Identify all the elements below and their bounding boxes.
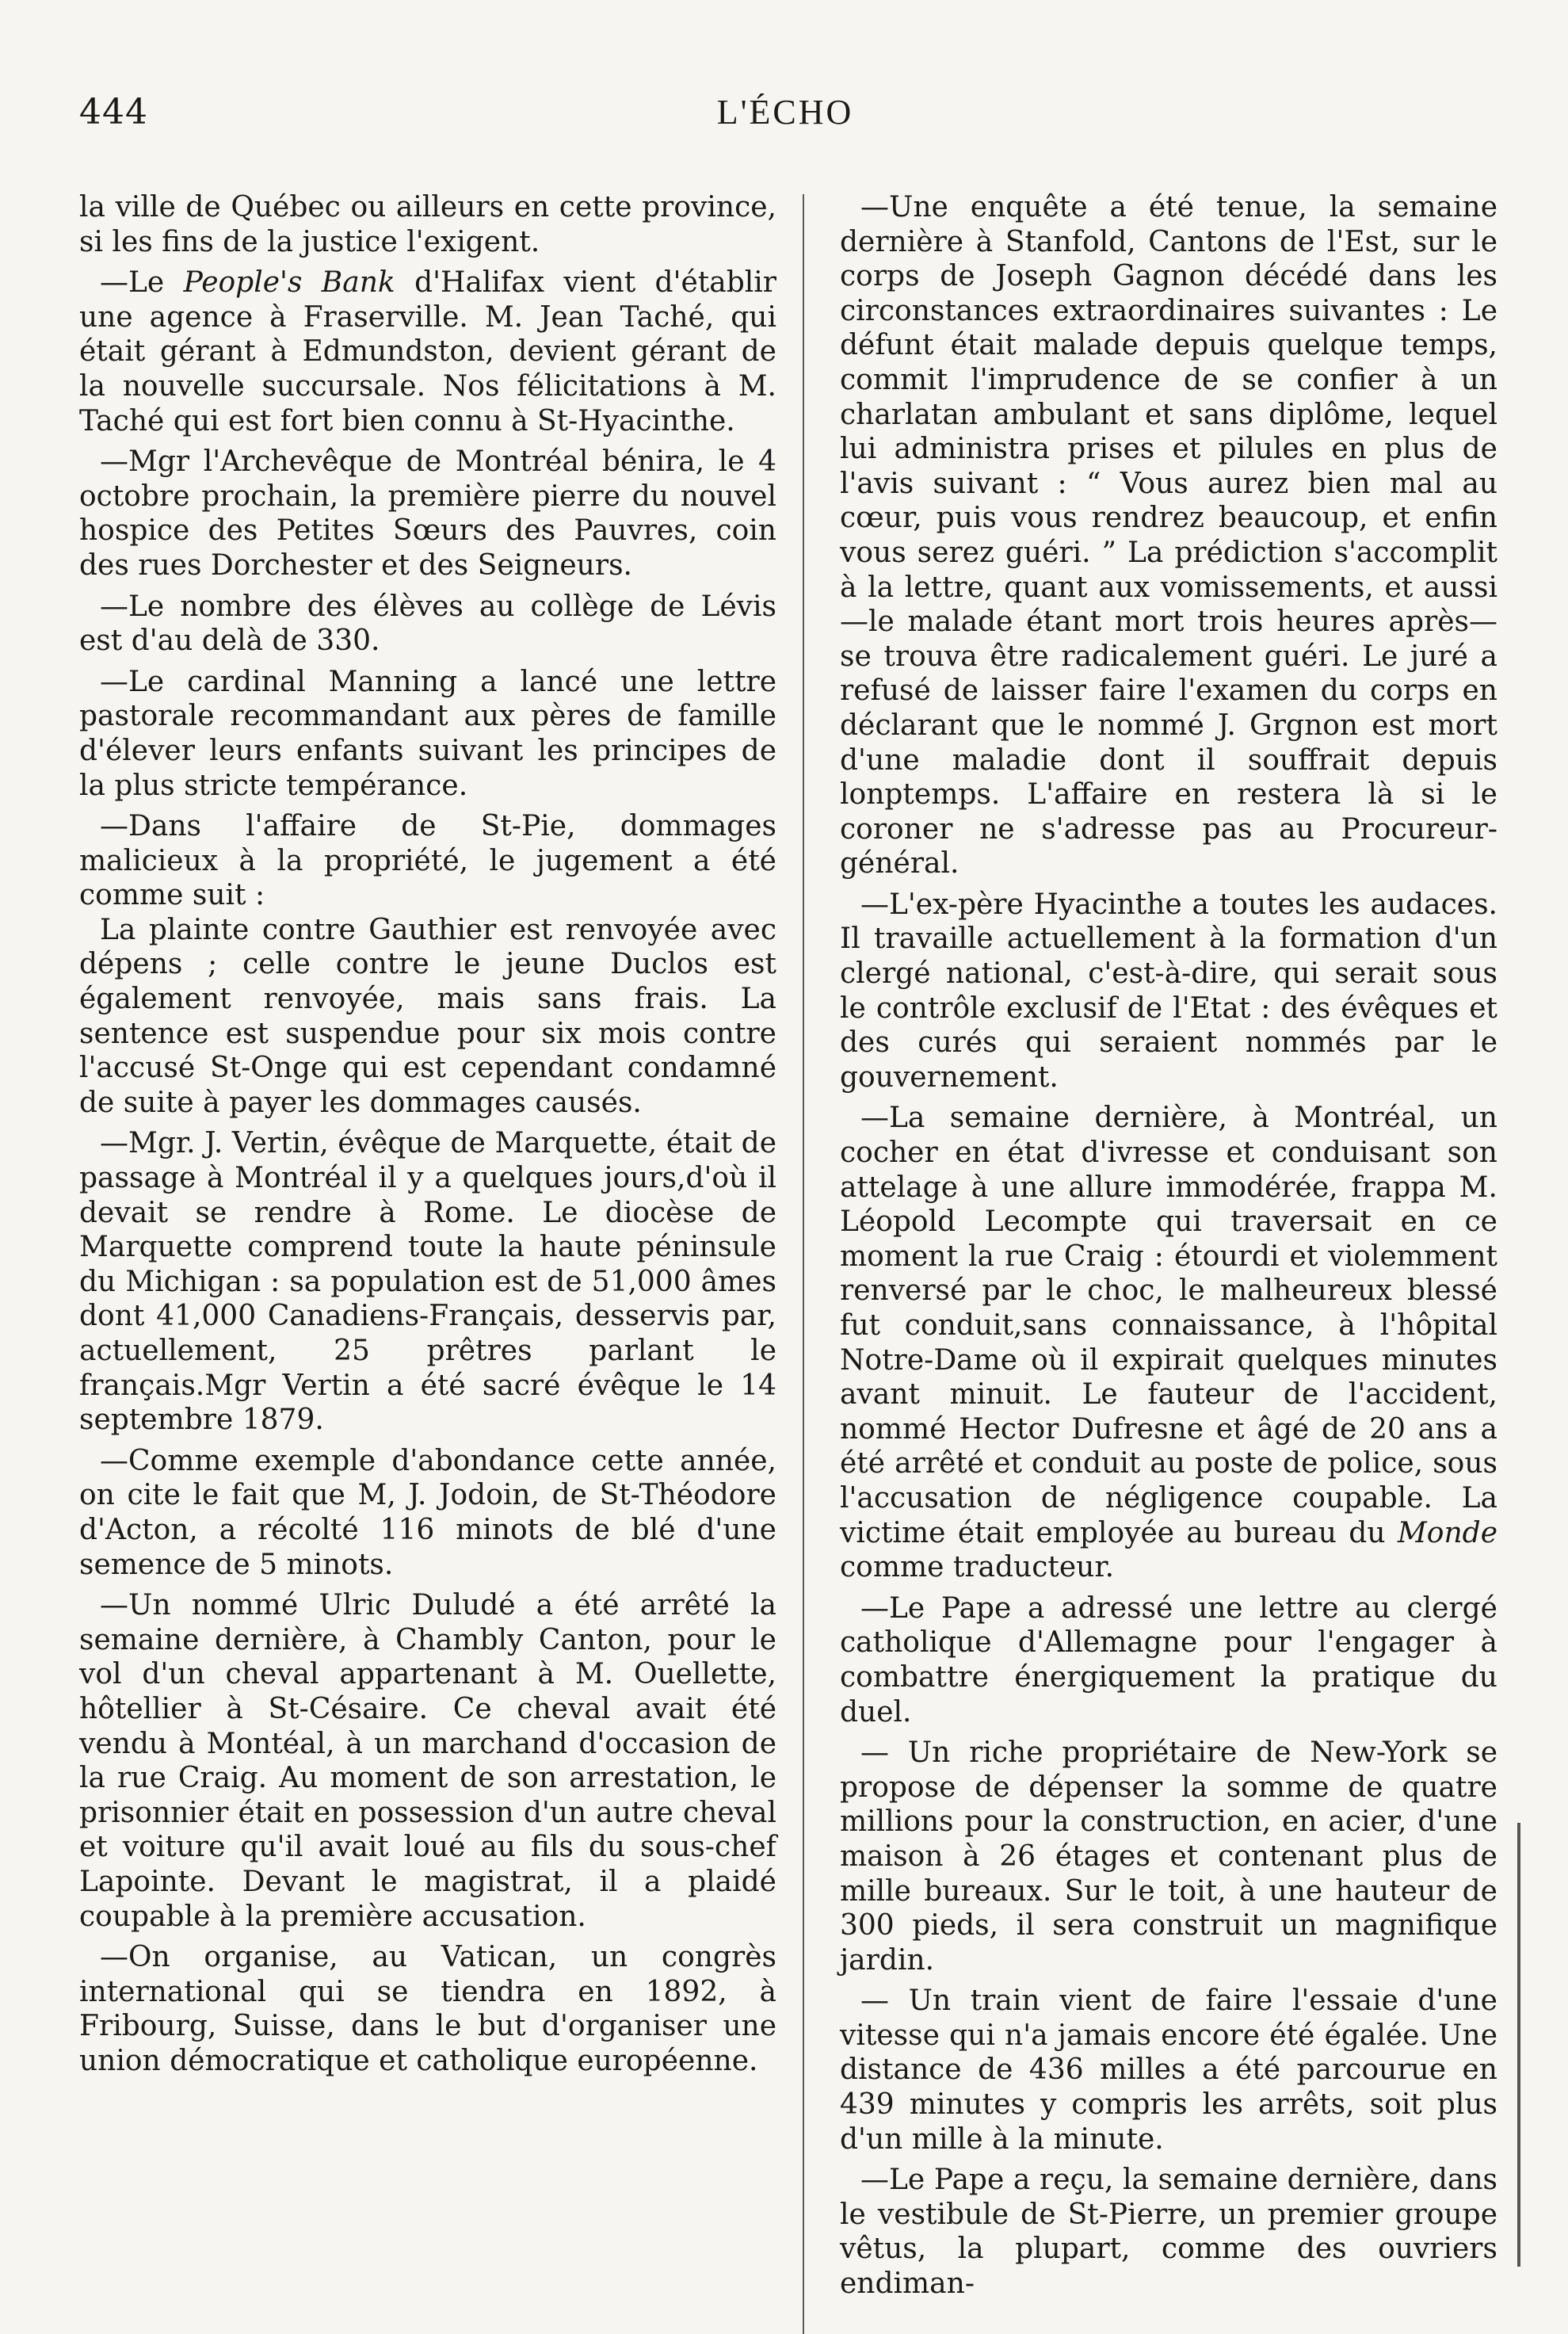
- article-paragraph: la ville de Québec ou ailleurs en cette province, si les fins de la justice l'exigent.: [79, 191, 776, 258]
- article-paragraph: —Le cardinal Manning a lancé une lettre pastorale recommandant aux pères de famille d'élever leurs enfants suivant les principes de la plus stricte tempérance.: [79, 665, 776, 802]
- paragraph-text: d'Halifax vient d'établir une agence à Fraserville. M. Jean Taché, qui était gérant à Edmundston, devient gérant de la nouvelle succursale. Nos félicitations à M. Taché qui est fort bien connu à St-Hyacinthe.: [79, 266, 776, 437]
- article-paragraph: —L'ex-père Hyacinthe a toutes les audaces. Il travaille actuellement à la formation d'un clergé national, c'est-à-dire, qui serait sous le contrôle exclusif de l'Etat : des évêques et des curés qui seraient nommés par le gouvernement.: [840, 888, 1497, 1094]
- page-header: [76, 89, 1494, 144]
- article-paragraph: La plainte contre Gauthier est renvoyée avec dépens ; celle contre le jeune Duclos est également renvoyée, mais sans frais. La sentence est suspendue pour six mois contre l'accusé St-Onge qui est cependant condamné de suite à payer les dommages causés.: [79, 913, 776, 1119]
- article-paragraph: — Un train vient de faire l'essaie d'une vitesse qui n'a jamais encore été égalée. Une distance de 436 milles a été parcourue en 439 minutes y compris les arrêts, soit plus d'un mille à la minute.: [840, 1984, 1497, 2156]
- article-paragraph: [79, 265, 776, 438]
- article-paragraph: —Le Pape a adressé une lettre au clergé catholique d'Allemagne pour l'engager à combattre énergiquement la pratique du duel.: [840, 1591, 1497, 1729]
- paragraph-text: comme traducteur.: [840, 1551, 1115, 1584]
- paragraph-text: —Le: [100, 266, 184, 300]
- article-paragraph: —Une enquête a été tenue, la semaine dernière à Stanfold, Cantons de l'Est, sur le corps de Joseph Gagnon décédé dans les circonstances extraordinaires suivantes : Le défunt était malade depuis quelque temps, commit l'imprudence de se confier à un charlatan ambulant et sans diplôme, lequel lui administra prises et pilules en plus de l'avis suivant : “ Vous aurez bien mal au cœur, puis vous rendrez beaucoup, et enfin vous serez guéri. ” La prédiction s'accomplit à la lettre, quant aux vomissements, et aussi—le malade étant mort trois heures après—se trouva être radicalement guéri. Le juré a refusé de laisser faire l'examen du corps en déclarant que le nommé J. Grgnon est mort d'une maladie dont il souffrait depuis lonptemps. L'affaire en restera là si le coroner ne s'adresse pas au Procureur-général.: [840, 191, 1497, 881]
- article-paragraph: —Le Pape a reçu, la semaine dernière, dans le vestibule de St-Pierre, un premier groupe vêtus, la plupart, comme des ouvriers endiman-: [840, 2164, 1497, 2301]
- article-paragraph: — Un riche propriétaire de New-York se propose de dépenser la somme de quatre millions pour la construction, en acier, d'une maison à 26 étages et contenant plus de mille bureaux. Sur le toit, à une hauteur de 300 pieds, il sera construit un magnifique jardin.: [840, 1736, 1497, 1977]
- article-paragraph: [840, 1101, 1497, 1584]
- article-paragraph: —Comme exemple d'abondance cette année, on cite le fait que M, J. Jodoin, de St-Théodore d'Acton, a récolté 116 minots de blé d'une semence de 5 minots.: [79, 1444, 776, 1581]
- article-paragraph: —Le nombre des élèves au collège de Lévis est d'au delà de 330.: [79, 590, 776, 658]
- right-column: [840, 190, 1497, 2301]
- page-number: 444: [79, 92, 148, 132]
- article-paragraph: —Mgr l'Archevêque de Montréal bénira, le 4 octobre prochain, la première pierre du nouvel hospice des Petites Sœurs des Pauvres, coin des rues Dorchester et des Seigneurs.: [79, 445, 776, 582]
- italic-title: People's Bank: [183, 266, 395, 300]
- paragraph-text: —La semaine dernière, à Montréal, un cocher en état d'ivresse et conduisant son attelage à une allure immodérée, frappa M. Léopold Lecompte qui traversait en ce moment la rue Craig : étourdi et violemment renversé par le choc, le malheureux blessé fut conduit,sans connaissance, à l'hôpital Notre-Dame où il expirait quelques minutes avant minuit. Le fauteur de l'accident, nommé Hector Dufresne et âgé de 20 ans a été arrêté et conduit au poste de police, sous l'accusation de négligence coupable. La victime était employée au bureau du: [840, 1102, 1497, 1549]
- scan-edge-mark: [1517, 1823, 1520, 2267]
- italic-title: Monde: [1397, 1516, 1497, 1549]
- article-paragraph: —Dans l'affaire de St-Pie, dommages malicieux à la propriété, le jugement a été comme suit :: [79, 810, 776, 912]
- article-paragraph: —Un nommé Ulric Duludé a été arrêté la semaine dernière, à Chambly Canton, pour le vol d'un cheval appartenant à M. Ouellette, hôtellier à St-Césaire. Ce cheval avait été vendu à Montéal, à un marchand d'occasion de la rue Craig. Au moment de son arrestation, le prisonnier était en possession d'un autre cheval et voiture qu'il avait loué au fils du sous-chef Lapointe. Devant le magistrat, il a plaidé coupable à la première accusation.: [79, 1589, 776, 1933]
- left-column: [79, 190, 776, 2203]
- journal-title: L'ÉCHO: [716, 93, 854, 132]
- article-paragraph: —Mgr. J. Vertin, évêque de Marquette, était de passage à Montréal il y a quelques jours,d'où il devait se rendre à Rome. Le diocèse de Marquette comprend toute la haute péninsule du Michigan : sa population est de 51,000 âmes dont 41,000 Canadiens-Français, desservis par, actuellement, 25 prêtres parlant le français.Mgr Vertin a été sacré évêque le 14 septembre 1879.: [79, 1127, 776, 1437]
- column-divider: [803, 194, 804, 2334]
- article-paragraph: —On organise, au Vatican, un congrès international qui se tiendra en 1892, à Fribourg, Suisse, dans le but d'organiser une union démocratique et catholique européenne.: [79, 1941, 776, 2077]
